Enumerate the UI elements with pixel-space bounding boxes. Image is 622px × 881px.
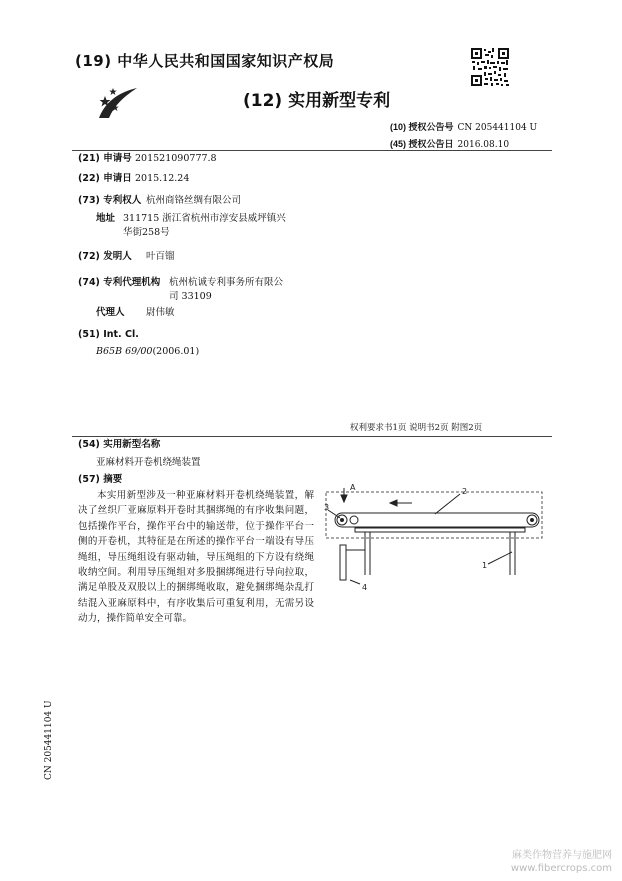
intcl-code (96, 345, 199, 359)
pub-date: 2016.08.10 (457, 140, 510, 150)
address (123, 212, 286, 240)
address-line-2: 华街258号 (123, 227, 170, 238)
application-date-label: (22) 申请日 (78, 173, 132, 184)
header-rule (72, 150, 552, 151)
application-number: 201521090777.8 (135, 153, 217, 164)
pages-info: 权利要求书1页 说明书2页 附图2页 (350, 423, 483, 433)
cnipa-logo (95, 82, 139, 122)
figure-label-a: A (350, 483, 356, 492)
device-figure (320, 480, 555, 595)
pub-number-row (390, 120, 537, 133)
intcl-label: (51) Int. Cl. (78, 329, 139, 340)
address-label: 地址 (96, 213, 116, 224)
pub-number: CN 205441104 U (457, 123, 538, 133)
figure-label-2: 2 (462, 487, 468, 496)
agency (169, 276, 283, 304)
utility-model-title: 亚麻材料开卷机绕绳装置 (96, 457, 201, 468)
application-number-row (78, 152, 132, 166)
figure-label-3: 3 (324, 503, 330, 512)
agency-line-1: 杭州杭诚专利事务所有限公 (169, 277, 284, 288)
intcl-year: (2006.01) (152, 346, 200, 357)
agency-line-2: 司 33109 (169, 291, 212, 302)
authority-header: (19) 中华人民共和国国家知识产权局 (75, 52, 335, 70)
pub-number-label: (10) 授权公告号 (390, 122, 454, 132)
figure-label-4: 4 (362, 583, 368, 592)
side-publication-code: CN 205441104 U (44, 700, 54, 780)
application-number-label: (21) 申请号 (78, 153, 132, 164)
title-label: (54) 实用新型名称 (78, 439, 161, 450)
watermark-line-1: 麻类作物营养与施肥网 (512, 850, 612, 861)
agent-label: 代理人 (96, 307, 125, 318)
application-date-row (78, 172, 132, 186)
application-date: 2015.12.24 (135, 173, 190, 184)
address-line-1: 311715 浙江省杭州市淳安县威坪镇兴 (123, 213, 286, 224)
pub-date-row (390, 137, 509, 150)
watermark-line-2: www.fibercrops.com (510, 863, 612, 874)
intcl-class: B65B 69/00 (96, 346, 153, 357)
agency-label: (74) 专利代理机构 (78, 277, 161, 288)
inventor: 叶百镏 (146, 251, 175, 262)
inventor-label: (72) 发明人 (78, 251, 132, 262)
patentee-label: (73) 专利权人 (78, 195, 142, 206)
section-rule (72, 436, 552, 437)
figure-label-1: 1 (482, 561, 488, 570)
abstract-label: (57) 摘要 (78, 474, 123, 485)
watermark (511, 849, 612, 875)
abstract-text: 本实用新型涉及一种亚麻材料开卷机绕绳装置，解决了丝织厂亚麻原料开卷时其捆绑绳的有序收集问题，包括操作平台，操作平台中的输送带，位于操作平台一侧的开卷机，其特征是在所述的操作平台一端设有导压绳组，导压绳组设有驱动轴，导压绳组的下方设有绕绳收纳空间。利用导压绳组对多股捆绑绳进行导向拉取，满足单股及双股以上的捆绑绳收取，避免捆绑绳杂乱打结混入亚麻原料中，有序收集后可重复利用，无需另设动力，操作简单安全可靠。 (78, 490, 314, 625)
doc-type-title: (12) 实用新型专利 (243, 91, 391, 111)
agent: 尉伟敏 (146, 307, 175, 318)
patentee: 杭州商铬丝绸有限公司 (146, 195, 242, 206)
pub-date-label: (45) 授权公告日 (390, 139, 454, 149)
qr-code (470, 47, 510, 87)
